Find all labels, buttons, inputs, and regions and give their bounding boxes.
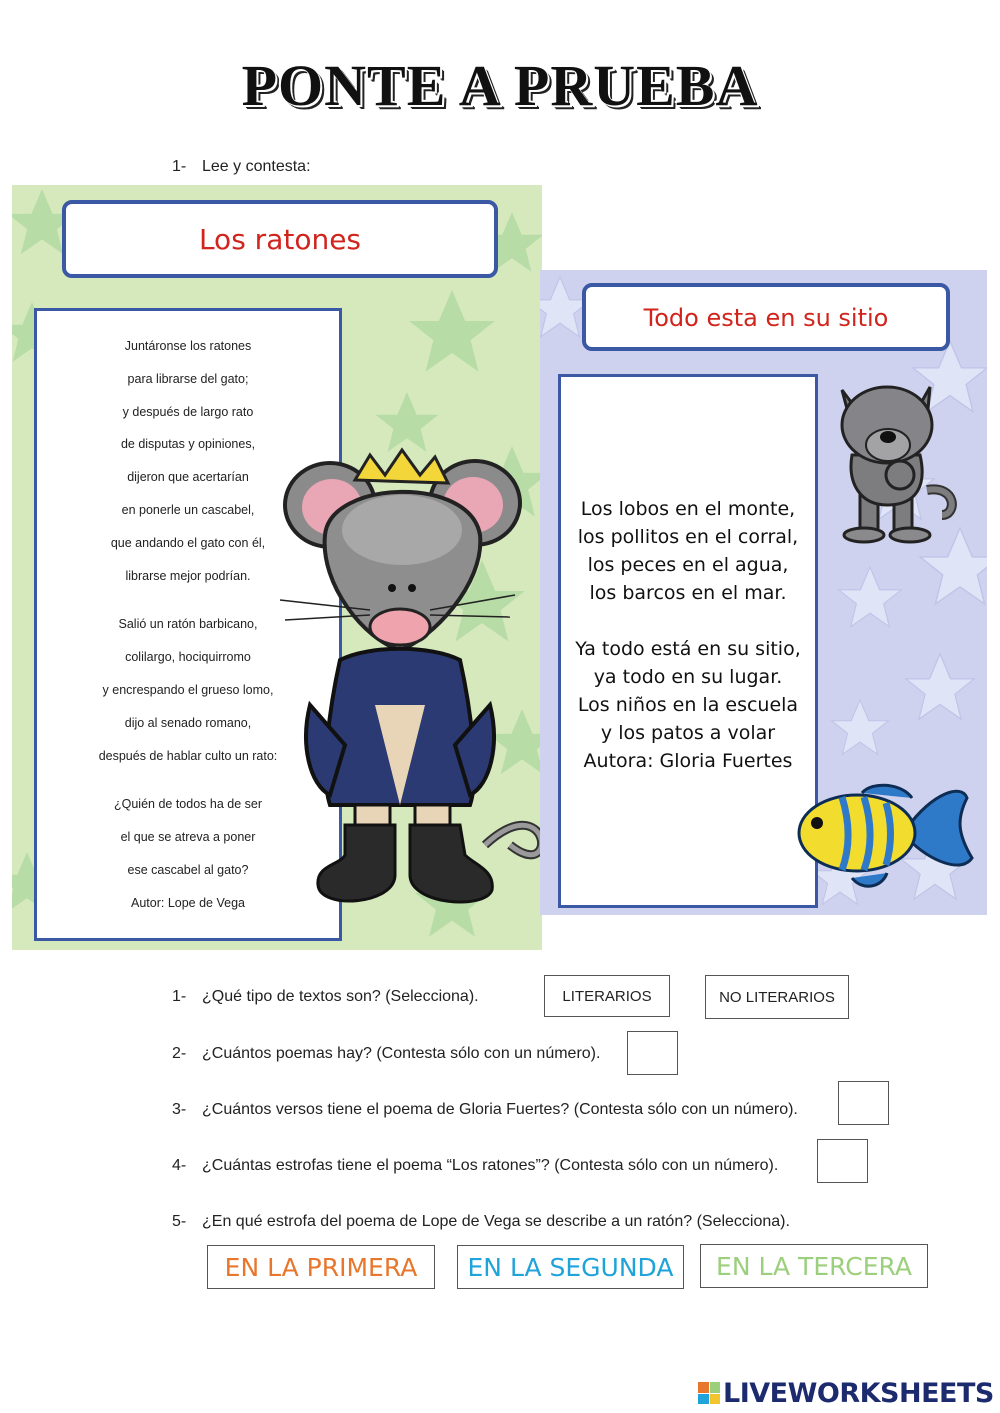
question-text: ¿En qué estrofa del poema de Lope de Vega se describe a un ratón? (Selecciona). bbox=[202, 1213, 790, 1230]
poem2-line: y los patos a volar bbox=[600, 722, 776, 744]
question-text: ¿Cuántas estrofas tiene el poema “Los ratones”? (Contesta sólo con un número). bbox=[202, 1157, 779, 1174]
poem2-line: Ya todo está en su sitio, bbox=[575, 638, 801, 660]
poem1-line: dijo al senado romano, bbox=[124, 715, 252, 730]
poem1-line: y encrespando el grueso lomo, bbox=[102, 682, 274, 697]
question-text: ¿Cuántos versos tiene el poema de Gloria Fuertes? (Contesta sólo con un número). bbox=[202, 1101, 798, 1118]
poem1-line: ese cascabel al gato? bbox=[127, 862, 249, 877]
question-1 bbox=[172, 988, 479, 1006]
poem2-line: los peces en el agua, bbox=[587, 554, 789, 576]
intro-text: Lee y contesta: bbox=[202, 158, 311, 175]
answer-input-q3[interactable] bbox=[838, 1081, 889, 1125]
option-en-la-tercera[interactable]: EN LA TERCERA bbox=[700, 1244, 928, 1288]
poem1-line: para librarse del gato; bbox=[127, 371, 249, 386]
option-en-la-primera[interactable]: EN LA PRIMERA bbox=[207, 1245, 435, 1289]
intro-instruction bbox=[172, 158, 311, 176]
poem2-lines bbox=[558, 495, 818, 775]
poem1-title: Los ratones bbox=[198, 223, 362, 256]
poem1-line: el que se atreva a poner bbox=[120, 830, 256, 845]
option-no-literarios[interactable]: NO LITERARIOS bbox=[705, 975, 849, 1019]
poem1-line: de disputas y opiniones, bbox=[120, 437, 256, 452]
poem1-line: en ponerle un cascabel, bbox=[121, 502, 255, 517]
poem2-author: Autora: Gloria Fuertes bbox=[583, 750, 793, 772]
poem1-title-box bbox=[62, 200, 498, 278]
poem1-line: ¿Quién de todos ha de ser bbox=[113, 797, 262, 812]
wolf-illustration bbox=[832, 375, 962, 545]
mouse-king-illustration bbox=[270, 445, 550, 915]
poem2-line: los barcos en el mar. bbox=[589, 582, 787, 604]
poem1-line: colilargo, hociquirromo bbox=[125, 650, 251, 665]
question-2 bbox=[172, 1045, 600, 1063]
poem2-line: Los niños en la escuela bbox=[577, 694, 799, 716]
answer-input-q4[interactable] bbox=[817, 1139, 868, 1183]
poem2-line: Los lobos en el monte, bbox=[580, 498, 796, 520]
answer-input-q2[interactable] bbox=[627, 1031, 678, 1075]
poem2-title: Todo esta en su sitio bbox=[643, 304, 889, 332]
question-number: 4- bbox=[172, 1157, 187, 1174]
question-3 bbox=[172, 1101, 798, 1119]
poem1-line: Salió un ratón barbicano, bbox=[118, 617, 258, 632]
poem1-line: después de hablar culto un rato: bbox=[98, 748, 278, 763]
option-literarios[interactable]: LITERARIOS bbox=[544, 975, 670, 1017]
question-5 bbox=[172, 1213, 790, 1231]
poem1-line: librarse mejor podrían. bbox=[125, 568, 251, 583]
poem2-title-box bbox=[582, 283, 950, 351]
page-title: PONTE A PRUEBA bbox=[241, 53, 759, 118]
poem1-author: Autor: Lope de Vega bbox=[131, 895, 245, 910]
question-text: ¿Cuántos poemas hay? (Contesta sólo con un número). bbox=[202, 1045, 601, 1062]
question-text: ¿Qué tipo de textos son? (Selecciona). bbox=[202, 988, 479, 1005]
question-number: 5- bbox=[172, 1213, 187, 1230]
liveworksheets-mark-icon bbox=[698, 1382, 720, 1404]
question-number: 1- bbox=[172, 988, 187, 1005]
intro-number: 1- bbox=[172, 158, 187, 175]
poem1-line: que andando el gato con él, bbox=[110, 535, 266, 550]
liveworksheets-logo bbox=[698, 1376, 994, 1410]
brand-name: LIVEWORKSHEETS bbox=[723, 1377, 994, 1409]
fish-illustration bbox=[792, 773, 977, 893]
question-4 bbox=[172, 1157, 778, 1175]
poem1-line: Juntáronse los ratones bbox=[124, 339, 252, 353]
poem1-line: y después de largo rato bbox=[122, 404, 254, 419]
stanza-gap bbox=[558, 607, 818, 635]
option-en-la-segunda[interactable]: EN LA SEGUNDA bbox=[457, 1245, 684, 1289]
poem1-line: dijeron que acertarían bbox=[127, 470, 249, 485]
question-number: 2- bbox=[172, 1045, 187, 1062]
question-number: 3- bbox=[172, 1101, 187, 1118]
poem2-line: ya todo en su lugar. bbox=[593, 666, 783, 688]
poem2-line: los pollitos en el corral, bbox=[577, 526, 799, 548]
